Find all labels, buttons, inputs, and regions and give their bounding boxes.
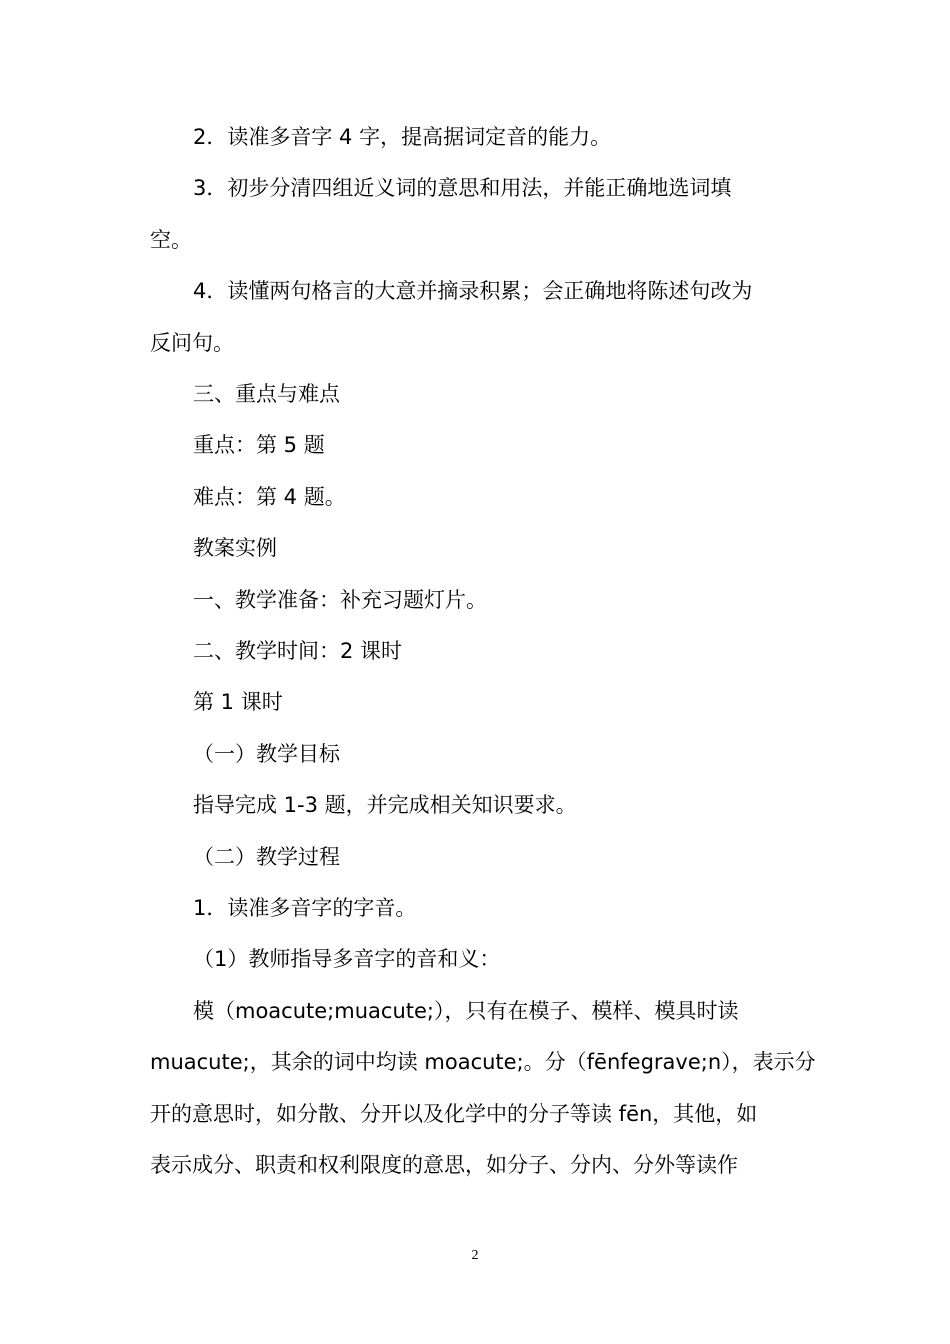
text-line: 重点：第 5 题 — [193, 433, 325, 457]
section-heading: 教案实例 — [193, 536, 277, 560]
text-line: muacute;，其余的词中均读 moacute;。分（fēnfegrave;n），表示分 — [150, 1050, 816, 1074]
page-number: 2 — [471, 1248, 479, 1263]
section-heading: 三、重点与难点 — [193, 382, 340, 406]
text-line: 指导完成 1-3 题，并完成相关知识要求。 — [193, 793, 577, 817]
section-heading: 第 1 课时 — [193, 690, 283, 714]
section-heading: （二）教学过程 — [193, 845, 340, 869]
text-line: 二、教学时间：2 课时 — [193, 639, 403, 663]
text-line: 4．读懂两句格言的大意并摘录积累；会正确地将陈述句改为 — [193, 279, 753, 303]
text-line: 3．初步分清四组近义词的意思和用法，并能正确地选词填 — [193, 176, 732, 200]
text-line: 1．读准多音字的字音。 — [193, 896, 417, 920]
text-line: 反问句。 — [150, 331, 234, 355]
text-line: 2．读准多音字 4 字，提高据词定音的能力。 — [193, 125, 612, 149]
text-line: 表示成分、职责和权利限度的意思，如分子、分内、分外等读作 — [150, 1153, 738, 1177]
text-line: 一、教学准备：补充习题灯片。 — [193, 588, 487, 612]
text-line: 空。 — [150, 228, 192, 252]
text-line: 模（moacute;muacute;），只有在模子、模样、模具时读 — [193, 999, 739, 1023]
text-line: 难点：第 4 题。 — [193, 485, 346, 509]
text-line: 开的意思时，如分散、分开以及化学中的分子等读 fēn，其他，如 — [150, 1102, 758, 1126]
section-heading: （一）教学目标 — [193, 742, 340, 766]
text-line: （1）教师指导多音字的音和义： — [193, 947, 501, 971]
